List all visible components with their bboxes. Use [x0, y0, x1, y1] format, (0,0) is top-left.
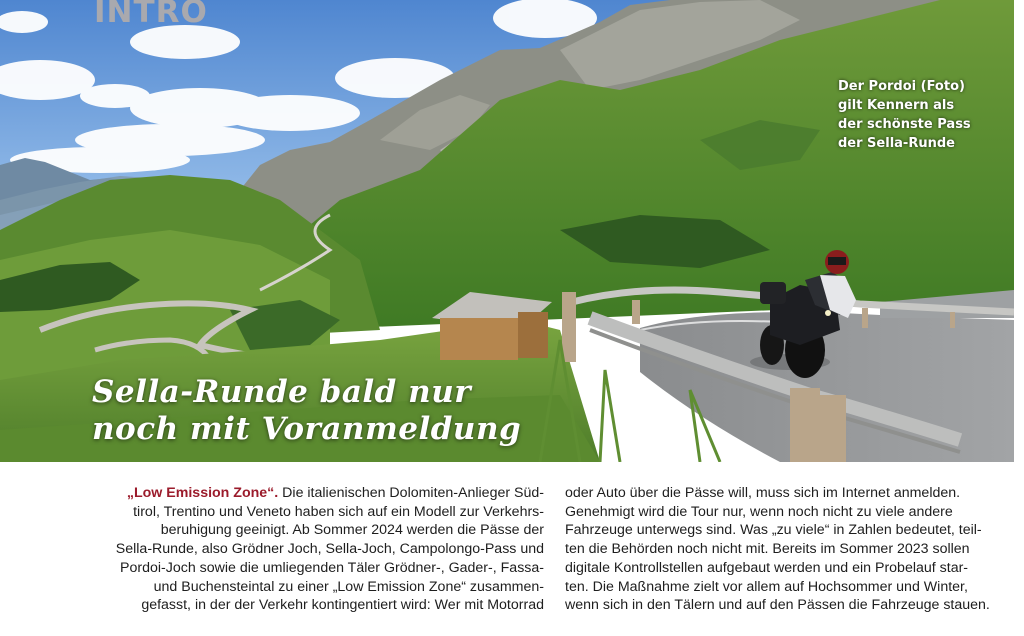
- caption-line: der Sella-Runde: [838, 136, 955, 151]
- text-line: Genehmigt wird die Tour nur, wenn noch nicht zu viele andere: [565, 503, 953, 520]
- section-label: INTRO: [94, 0, 208, 30]
- text-line: [92, 484, 544, 503]
- text-line: oder Auto über die Pässe will, muss sich im Internet anmelden.: [565, 485, 961, 501]
- article-headline: [92, 374, 521, 448]
- text-line: und Buchensteintal zu einer „Low Emission Zone“ zusammen-: [153, 578, 544, 595]
- text-line: ten die Behörden noch nicht mit. Bereits im Sommer 2023 sollen: [565, 541, 970, 558]
- article-column-right: [565, 484, 1017, 615]
- text-line: digitale Kontrollstellen aufgebaut werden und ein Probelauf star-: [565, 559, 969, 576]
- text-fragment: Die italienischen Dolomiten-Anlieger Süd-: [278, 485, 544, 501]
- text-line: Pordoi-Joch sowie die umliegenden Täler Grödner-, Gader-, Fassa-: [120, 559, 544, 576]
- article-column-left: [92, 484, 544, 615]
- text-line: beruhigung geeinigt. Ab Sommer 2024 werden die Pässe der: [160, 522, 544, 539]
- text-line: tirol, Trentino und Veneto haben sich auf ein Modell zur Verkehrs-: [133, 503, 544, 520]
- photo-caption: [838, 77, 1008, 153]
- caption-line: gilt Kennern als: [838, 98, 955, 113]
- caption-line: Der Pordoi (Foto): [838, 79, 965, 94]
- text-line: wenn sich in den Tälern und auf den Pässen die Fahrzeuge stauen.: [565, 597, 990, 614]
- text-line: Fahrzeuge unterwegs sind. Was „zu viele“ in Zahlen bedeutet, teil-: [565, 522, 982, 539]
- headline-line: noch mit Voranmeldung: [92, 411, 522, 447]
- text-line: Sella-Runde, also Grödner Joch, Sella-Joch, Campolongo-Pass und: [115, 541, 544, 558]
- lead-in: „Low Emission Zone“.: [126, 485, 279, 501]
- caption-line: der schönste Pass: [838, 117, 971, 132]
- text-line: gefasst, in der der Verkehr kontingentiert wird: Wer mit Motorrad: [141, 597, 544, 614]
- headline-line: Sella-Runde bald nur: [92, 374, 472, 410]
- text-line: ten. Die Maßnahme zielt vor allem auf Hochsommer und Winter,: [565, 578, 968, 595]
